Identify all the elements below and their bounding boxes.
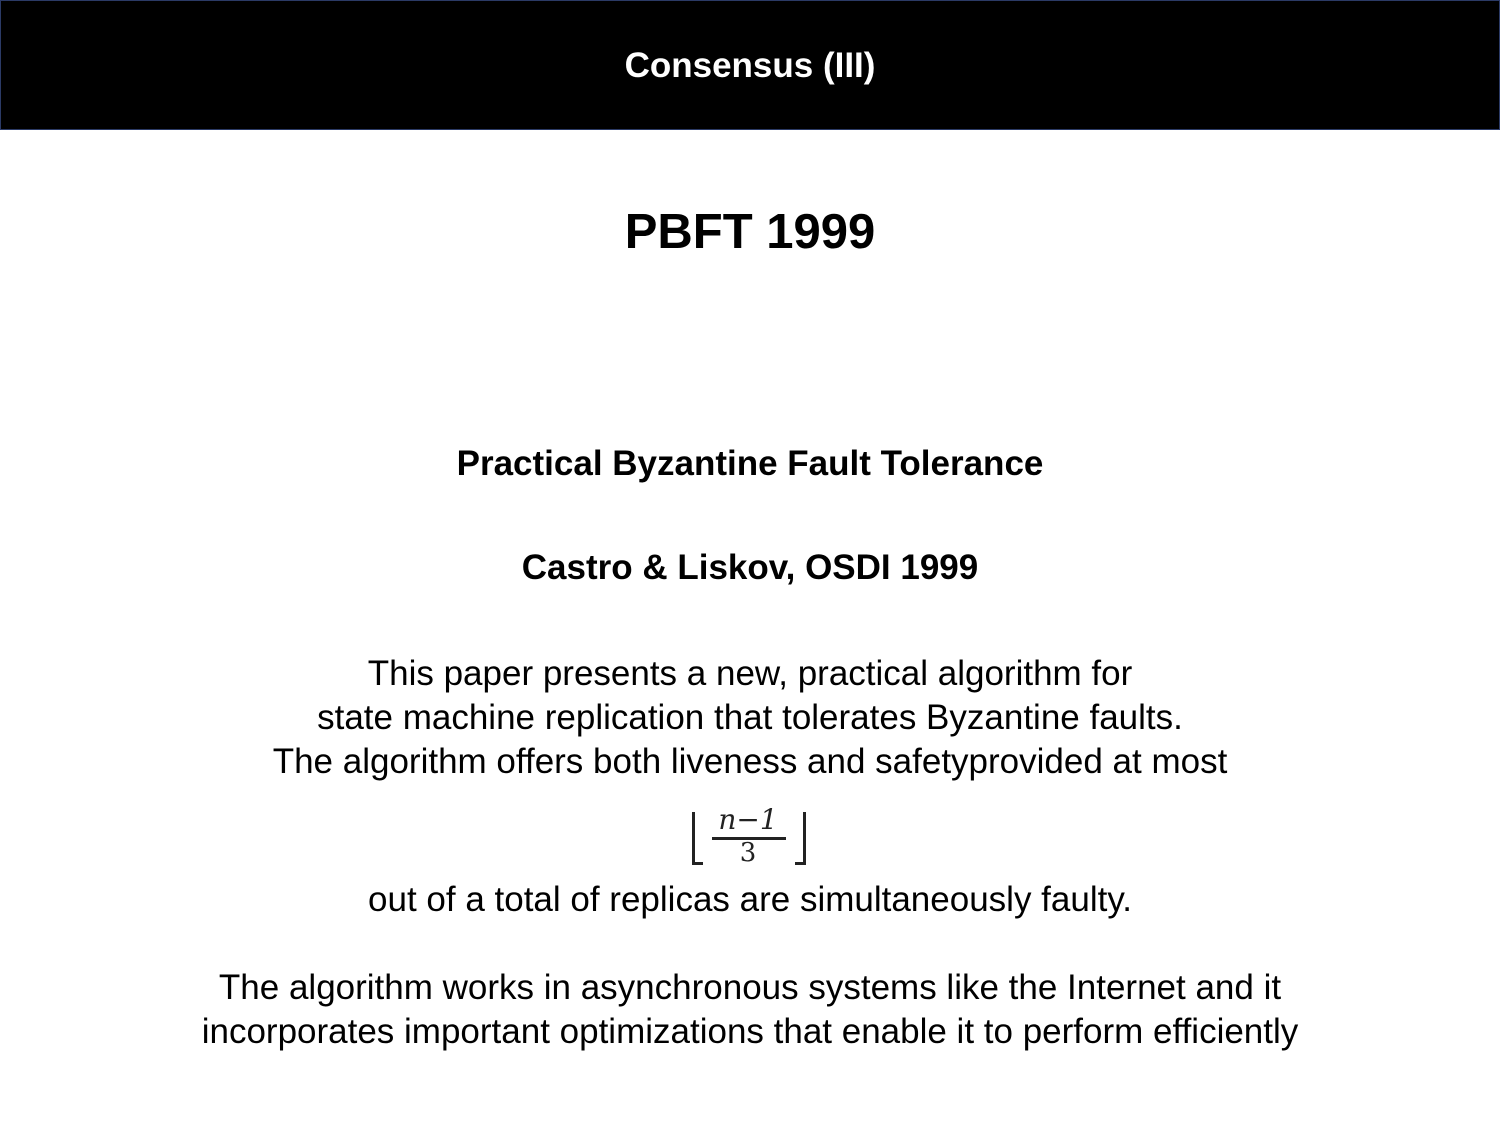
- paper-title: Practical Byzantine Fault Tolerance: [456, 444, 1044, 483]
- formula-numerator: n−1: [718, 803, 778, 836]
- formula-denominator: 3: [739, 838, 757, 868]
- abstract-line: The algorithm works in asynchronous systems like the Internet and it: [218, 968, 1282, 1007]
- floor-bracket-right: [795, 812, 806, 865]
- slide-title: PBFT 1999: [624, 205, 876, 259]
- floor-formula-image: [690, 804, 810, 866]
- abstract-line: incorporates important optimizations that enable it to perform efficiently: [201, 1012, 1299, 1051]
- header-title: Consensus (III): [624, 46, 876, 85]
- paper-authors: Castro & Liskov, OSDI 1999: [521, 548, 979, 587]
- floor-bracket-left: [692, 812, 703, 865]
- abstract-line: This paper presents a new, practical algorithm for: [367, 654, 1133, 693]
- abstract-line: state machine replication that tolerates Byzantine faults.: [317, 698, 1183, 737]
- abstract-line: The algorithm offers both liveness and safetyprovided at most: [272, 742, 1228, 781]
- abstract-line: out of a total of replicas are simultaneously faulty.: [368, 880, 1132, 919]
